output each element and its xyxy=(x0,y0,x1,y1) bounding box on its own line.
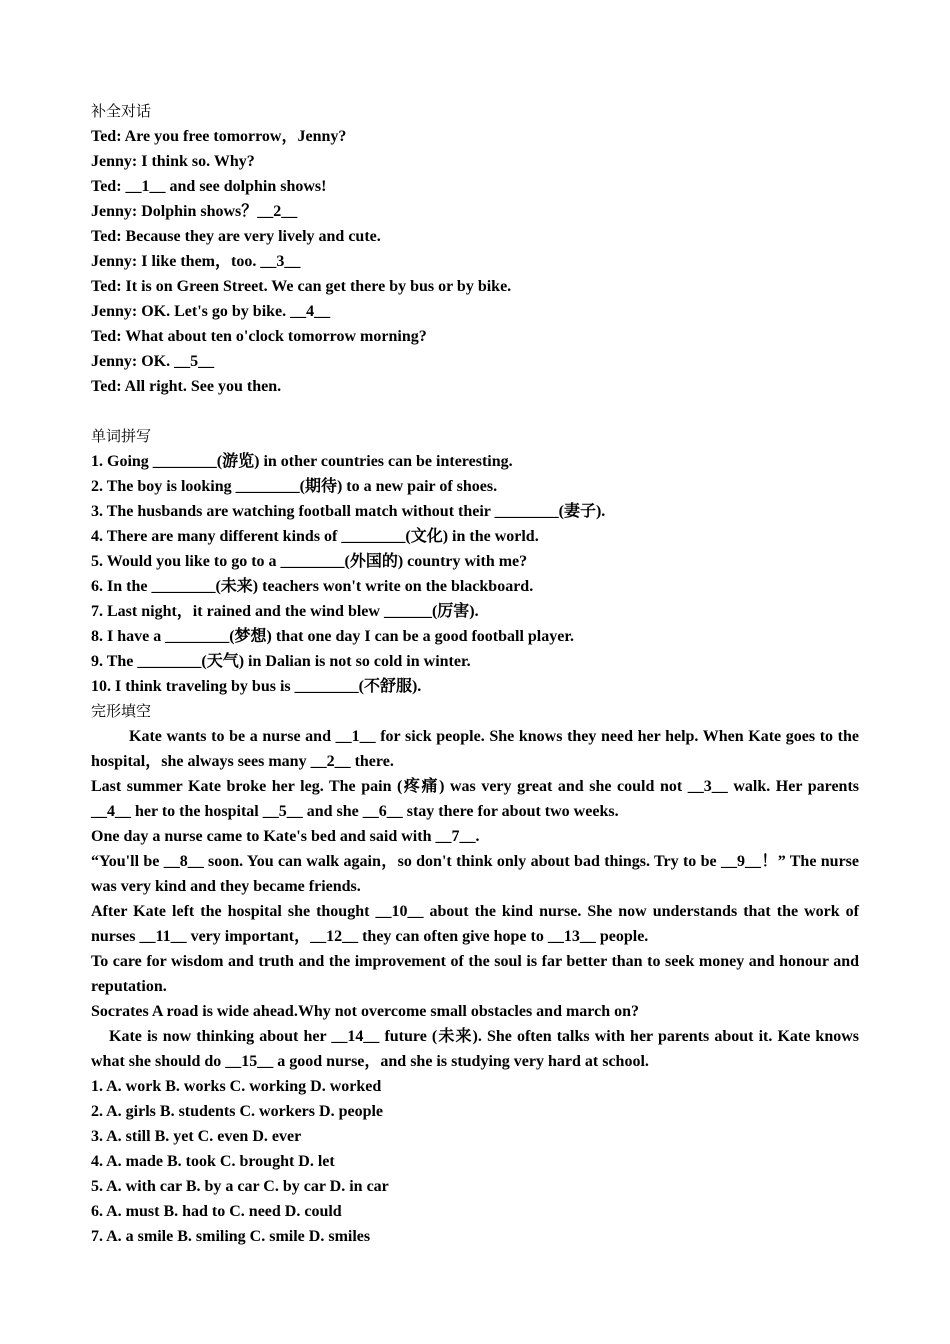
option-line: 7. A. a smile B. smiling C. smile D. smiles xyxy=(91,1228,371,1245)
spelling-item: 1. Going ________(游览) in other countries can be interesting. xyxy=(91,453,513,470)
quote-paragraph: To care for wisdom and truth and the improvement of the soul is far better than to seek money and honour and reputation. xyxy=(91,953,859,995)
cloze-paragraph: Kate wants to be a nurse and __1__ for sick people. She knows they need her help. When Kate goes to the hospital，she always sees many __2__ there. xyxy=(91,728,859,770)
dialogue-line: Jenny: Dolphin shows？__2__ xyxy=(91,203,298,220)
spelling-item: 9. The ________(天气) in Dalian is not so cold in winter. xyxy=(91,653,471,670)
dialogue-line: Ted: Because they are very lively and cute. xyxy=(91,228,381,245)
cloze-heading: 完形填空 xyxy=(91,702,152,720)
spelling-item: 8. I have a ________(梦想) that one day I can be a good football player. xyxy=(91,628,574,645)
dialogue-line: Jenny: I think so. Why? xyxy=(91,153,255,170)
dialogue-heading: 补全对话 xyxy=(91,102,152,120)
dialogue-line: Ted: All right. See you then. xyxy=(91,378,282,395)
dialogue-line: Ted: __1__ and see dolphin shows! xyxy=(91,178,327,195)
quote-paragraph: Socrates A road is wide ahead.Why not overcome small obstacles and march on? xyxy=(91,1003,640,1020)
dialogue-line: Ted: Are you free tomorrow，Jenny? xyxy=(91,128,347,145)
spelling-item: 3. The husbands are watching football match without their ________(妻子). xyxy=(91,503,606,520)
option-line: 5. A. with car B. by a car C. by car D. in car xyxy=(91,1178,389,1195)
cloze-paragraph: One day a nurse came to Kate's bed and said with __7__. xyxy=(91,828,480,845)
option-line: 4. A. made B. took C. brought D. let xyxy=(91,1153,335,1170)
cloze-paragraph: Last summer Kate broke her leg. The pain (疼痛) was very great and she could not __3__ walk. Her parents __4__ her to the hospital __5__ and she __6__ stay there for about two weeks. xyxy=(91,778,859,820)
dialogue-line: Jenny: I like them，too. __3__ xyxy=(91,253,301,270)
cloze-paragraph: After Kate left the hospital she thought __10__ about the kind nurse. She now understands that the work of nurses __11__ very important，__12__ they can often give hope to __13__ people. xyxy=(91,903,859,945)
dialogue-line: Jenny: OK. Let's go by bike. __4__ xyxy=(91,303,331,320)
spelling-item: 2. The boy is looking ________(期待) to a new pair of shoes. xyxy=(91,478,498,495)
option-line: 1. A. work B. works C. working D. worked xyxy=(91,1078,382,1095)
cloze-passage xyxy=(91,724,859,1074)
spelling-heading: 单词拼写 xyxy=(91,427,152,445)
dialogue-lines xyxy=(91,124,859,399)
dialogue-line: Ted: It is on Green Street. We can get there by bus or by bike. xyxy=(91,278,512,295)
option-line: 2. A. girls B. students C. workers D. people xyxy=(91,1103,384,1120)
dialogue-line: Ted: What about ten o'clock tomorrow morning? xyxy=(91,328,427,345)
cloze-options xyxy=(91,1074,859,1249)
spelling-item: 4. There are many different kinds of ________(文化) in the world. xyxy=(91,528,539,545)
dialogue-line: Jenny: OK. __5__ xyxy=(91,353,215,370)
cloze-paragraph: Kate is now thinking about her __14__ future (未来). She often talks with her parents about it. Kate knows what she should do __15__ a good nurse，and she is studying very hard at school. xyxy=(91,1028,859,1070)
spelling-items xyxy=(91,449,859,699)
spelling-item: 6. In the ________(未来) teachers won't write on the blackboard. xyxy=(91,578,534,595)
spelling-item: 5. Would you like to go to a ________(外国的) country with me? xyxy=(91,553,528,570)
option-line: 3. A. still B. yet C. even D. ever xyxy=(91,1128,302,1145)
spelling-item: 10. I think traveling by bus is ________(不舒服). xyxy=(91,678,422,695)
cloze-paragraph: “You'll be __8__ soon. You can walk again，so don't think only about bad things. Try to be __9__！” The nurse was very kind and they became friends. xyxy=(91,853,860,895)
spelling-item: 7. Last night，it rained and the wind blew ______(厉害). xyxy=(91,603,479,620)
document-page xyxy=(91,99,859,1249)
option-line: 6. A. must B. had to C. need D. could xyxy=(91,1203,342,1220)
section-spacer xyxy=(91,399,859,424)
